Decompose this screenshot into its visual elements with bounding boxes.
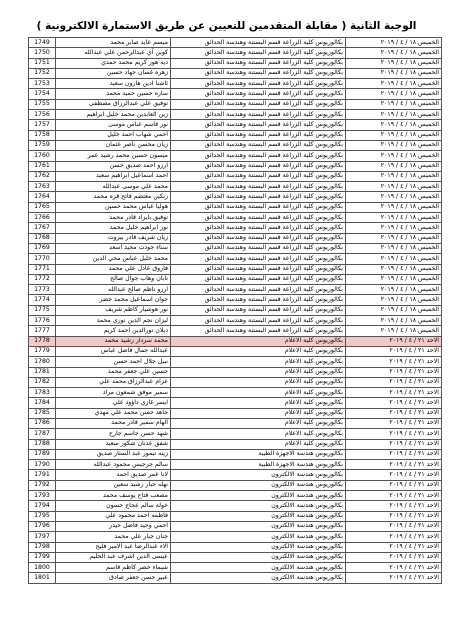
- table-row: [29, 552, 442, 562]
- candidate-name: عزام عبدالرزاق محمد علي: [56, 377, 171, 387]
- specialization: بكالوريوس كلية الزراعة قسم البستنة وهندسة الحدائق: [171, 274, 346, 284]
- table-row: [29, 99, 442, 109]
- table-row: [29, 449, 442, 459]
- table-row: [29, 398, 442, 408]
- row-number: 1800: [29, 563, 56, 573]
- specialization: بكالوريوس كلية الاعلام: [171, 429, 346, 439]
- row-number: 1789: [29, 449, 56, 459]
- interview-date: الخميس ١٨ / ٤ / ٢٠١٩: [346, 223, 442, 233]
- specialization: بكالوريوس كلية الزراعة قسم البستنة وهندسة الحدائق: [171, 89, 346, 99]
- table-row: [29, 305, 442, 315]
- row-number: 1778: [29, 336, 56, 346]
- row-number: 1795: [29, 511, 56, 521]
- candidate-name: زين العابدين محمد خليل ابراهيم: [56, 110, 171, 120]
- specialization: بكالوريوس كلية الزراعة قسم البستنة وهندسة الحدائق: [171, 192, 346, 202]
- specialization: بكالوريوس هندسة الاجهزة الطبية: [171, 449, 346, 459]
- table-row: [29, 243, 442, 253]
- specialization: بكالوريوس كلية الزراعة قسم البستنة وهندسة الحدائق: [171, 58, 346, 68]
- specialization: بكالوريوس كلية الزراعة قسم البستنة وهندسة الحدائق: [171, 295, 346, 305]
- specialization: بكالوريوس كلية الاعلام: [171, 357, 346, 367]
- specialization: بكالوريوس كلية الزراعة قسم البستنة وهندسة الحدائق: [171, 213, 346, 223]
- interview-date: الاحد ٢١ / ٤ / ٢٠١٩: [346, 418, 442, 428]
- interview-date: الخميس ١٨ / ٤ / ٢٠١٩: [346, 48, 442, 58]
- specialization: بكالوريوس كلية الزراعة قسم البستنة وهندسة الحدائق: [171, 243, 346, 253]
- interview-date: الخميس ١٨ / ٤ / ٢٠١٩: [346, 110, 442, 120]
- candidate-name: زينه تيمور عبد الستار صديق: [56, 449, 171, 459]
- interview-date: الاحد ٢١ / ٤ / ٢٠١٩: [346, 511, 442, 521]
- specialization: بكالوريوس كلية الزراعة قسم البستنة وهندسة الحدائق: [171, 171, 346, 181]
- interview-date: الخميس ١٨ / ٤ / ٢٠١٩: [346, 151, 442, 161]
- table-row: [29, 563, 442, 573]
- table-row: [29, 151, 442, 161]
- interview-date: الخميس ١٨ / ٤ / ٢٠١٩: [346, 213, 442, 223]
- row-number: 1751: [29, 58, 56, 68]
- specialization: بكالوريوس كلية الزراعة قسم البستنة وهندسة الحدائق: [171, 254, 346, 264]
- row-number: 1749: [29, 38, 56, 48]
- row-number: 1762: [29, 171, 56, 181]
- table-row: [29, 521, 442, 531]
- interview-date: الاحد ٢١ / ٤ / ٢٠١٩: [346, 357, 442, 367]
- table-row: [29, 254, 442, 264]
- interview-date: الاحد ٢١ / ٤ / ٢٠١٩: [346, 480, 442, 490]
- table-row: [29, 233, 442, 243]
- candidate-name: الاء عبدالرضا عبد الامير فليح: [56, 542, 171, 552]
- row-number: 1773: [29, 285, 56, 295]
- table-row: [29, 48, 442, 58]
- interview-date: الخميس ١٨ / ٤ / ٢٠١٩: [346, 305, 442, 315]
- table-row: [29, 171, 442, 181]
- candidate-name: محمد خليل عباس محي الدين: [56, 254, 171, 264]
- interview-date: الخميس ١٨ / ٤ / ٢٠١٩: [346, 182, 442, 192]
- interview-date: الاحد ٢١ / ٤ / ٢٠١٩: [346, 542, 442, 552]
- interview-date: الخميس ١٨ / ٤ / ٢٠١٩: [346, 161, 442, 171]
- interview-date: الاحد ٢١ / ٤ / ٢٠١٩: [346, 398, 442, 408]
- specialization: بكالوريوس كلية الزراعة قسم البستنة وهندسة الحدائق: [171, 182, 346, 192]
- candidate-name: كوين آي عبدالرحمن علي عبدالله: [56, 48, 171, 58]
- candidate-name: ميسون حسين محمد رشيد عمر: [56, 151, 171, 161]
- specialization: بكالوريوس هندسة الالكترون: [171, 563, 346, 573]
- interview-date: الخميس ١٨ / ٤ / ٢٠١٩: [346, 58, 442, 68]
- candidate-name: سالم جرجيس محمود عبدالله: [56, 460, 171, 470]
- row-number: 1755: [29, 99, 56, 109]
- candidate-name: ايسر غازي داؤود علي: [56, 398, 171, 408]
- interview-date: الاحد ٢١ / ٤ / ٢٠١٩: [346, 521, 442, 531]
- specialization: بكالوريوس هندسة الالكترون: [171, 532, 346, 542]
- interview-date: الخميس ١٨ / ٤ / ٢٠١٩: [346, 285, 442, 295]
- specialization: بكالوريوس كلية الزراعة قسم البستنة وهندسة الحدائق: [171, 68, 346, 78]
- table-body: [29, 38, 442, 584]
- table-row: [29, 501, 442, 511]
- interview-date: الخميس ١٨ / ٤ / ٢٠١٩: [346, 243, 442, 253]
- specialization: بكالوريوس كلية الاعلام: [171, 408, 346, 418]
- candidate-name: ارزو احمد صديق حسن: [56, 161, 171, 171]
- interview-date: الخميس ١٨ / ٤ / ٢٠١٩: [346, 89, 442, 99]
- row-number: 1788: [29, 439, 56, 449]
- row-number: 1767: [29, 223, 56, 233]
- table-row: [29, 182, 442, 192]
- table-row: [29, 110, 442, 120]
- candidate-name: عبدالله جمال فاضل عباس: [56, 346, 171, 356]
- interview-date: الاحد ٢١ / ٤ / ٢٠١٩: [346, 532, 442, 542]
- table-row: [29, 192, 442, 202]
- row-number: 1765: [29, 202, 56, 212]
- specialization: بكالوريوس كلية الزراعة قسم البستنة وهندسة الحدائق: [171, 140, 346, 150]
- candidate-name: احمي شهاب احمد خليل: [56, 130, 171, 140]
- candidate-name: ديه هوز كريم محمد حمدي: [56, 58, 171, 68]
- interview-date: الاحد ٢١ / ٤ / ٢٠١٩: [346, 501, 442, 511]
- table-row: [29, 316, 442, 326]
- row-number: 1775: [29, 305, 56, 315]
- specialization: بكالوريوس كلية الاعلام: [171, 388, 346, 398]
- table-row: [29, 542, 442, 552]
- interview-date: الاحد ٢١ / ٤ / ٢٠١٩: [346, 563, 442, 573]
- row-number: 1785: [29, 408, 56, 418]
- table-row: [29, 346, 442, 356]
- interview-date: الخميس ١٨ / ٤ / ٢٠١٩: [346, 38, 442, 48]
- specialization: بكالوريوس كلية الزراعة قسم البستنة وهندسة الحدائق: [171, 130, 346, 140]
- table-row: [29, 295, 442, 305]
- row-number: 1792: [29, 480, 56, 490]
- candidate-name: زهره غسان جهاد حسين: [56, 68, 171, 78]
- page-title: الوجبة الثانية ( مقابلة المتقدمين للتعيين عن طريق الاستمارة الالكترونية ): [36, 20, 417, 32]
- candidate-name: شفق عدنان شكور سعيد: [56, 439, 171, 449]
- interview-date: الاحد ٢١ / ٤ / ٢٠١٩: [346, 346, 442, 356]
- candidate-name: محمد سردار رشيد محمد: [56, 336, 171, 346]
- interview-date: الخميس ١٨ / ٤ / ٢٠١٩: [346, 192, 442, 202]
- table-row: [29, 336, 442, 346]
- candidate-name: شهد حسن جاسم جارح: [56, 429, 171, 439]
- interview-date: الخميس ١٨ / ٤ / ٢٠١٩: [346, 99, 442, 109]
- specialization: بكالوريوس كلية الاعلام: [171, 398, 346, 408]
- row-number: 1797: [29, 532, 56, 542]
- table-row: [29, 130, 442, 140]
- candidate-name: جاهد حسن محمد علي مهدي: [56, 408, 171, 418]
- interview-date: الاحد ٢١ / ٤ / ٢٠١٩: [346, 408, 442, 418]
- candidate-name: زيان محسن ناصر عثمان: [56, 140, 171, 150]
- row-number: 1760: [29, 151, 56, 161]
- interview-date: الخميس ١٨ / ٤ / ٢٠١٩: [346, 233, 442, 243]
- interview-date: الخميس ١٨ / ٤ / ٢٠١٩: [346, 120, 442, 130]
- table-row: [29, 202, 442, 212]
- specialization: بكالوريوس كلية الزراعة قسم البستنة وهندسة الحدائق: [171, 326, 346, 336]
- candidate-name: احمد اسماعيل ابراهيم سعيد: [56, 171, 171, 181]
- interview-date: الاحد ٢١ / ٤ / ٢٠١٩: [346, 460, 442, 470]
- specialization: بكالوريوس كلية الزراعة قسم البستنة وهندسة الحدائق: [171, 316, 346, 326]
- row-number: 1786: [29, 418, 56, 428]
- candidate-name: نهله جبار رشيد سعين: [56, 480, 171, 490]
- row-number: 1791: [29, 470, 56, 480]
- table-row: [29, 58, 442, 68]
- specialization: بكالوريوس كلية الزراعة قسم البستنة وهندسة الحدائق: [171, 285, 346, 295]
- table-row: [29, 274, 442, 284]
- row-number: 1774: [29, 295, 56, 305]
- row-number: 1781: [29, 367, 56, 377]
- candidate-name: لانا عمر صديق احمد: [56, 470, 171, 480]
- specialization: بكالوريوس كلية الزراعة قسم البستنة وهندسة الحدائق: [171, 99, 346, 109]
- candidate-name: حسين علي جعفر محمد: [56, 367, 171, 377]
- table-row: [29, 68, 442, 78]
- specialization: بكالوريوس كلية الزراعة قسم البستنة وهندسة الحدائق: [171, 120, 346, 130]
- specialization: بكالوريوس هندسة الالكترون: [171, 491, 346, 501]
- table-row: [29, 161, 442, 171]
- interview-date: الاحد ٢١ / ٤ / ٢٠١٩: [346, 470, 442, 480]
- interview-date: الخميس ١٨ / ٤ / ٢٠١٩: [346, 202, 442, 212]
- specialization: بكالوريوس كلية الزراعة قسم البستنة وهندسة الحدائق: [171, 233, 346, 243]
- row-number: 1763: [29, 182, 56, 192]
- interview-date: الخميس ١٨ / ٤ / ٢٠١٩: [346, 171, 442, 181]
- interview-date: الخميس ١٨ / ٤ / ٢٠١٩: [346, 79, 442, 89]
- table-row: [29, 511, 442, 521]
- row-number: 1780: [29, 357, 56, 367]
- specialization: بكالوريوس كلية الزراعة قسم البستنة وهندسة الحدائق: [171, 38, 346, 48]
- row-number: 1801: [29, 573, 56, 583]
- candidate-name: ارزو ناظم صالح عبدالله: [56, 285, 171, 295]
- interview-date: الخميس ١٨ / ٤ / ٢٠١٩: [346, 68, 442, 78]
- table-row: [29, 480, 442, 490]
- table-row: [29, 377, 442, 387]
- interview-date: الخميس ١٨ / ٤ / ٢٠١٩: [346, 274, 442, 284]
- row-number: 1768: [29, 233, 56, 243]
- specialization: بكالوريوس كلية الزراعة قسم البستنة وهندسة الحدائق: [171, 151, 346, 161]
- row-number: 1753: [29, 79, 56, 89]
- row-number: 1766: [29, 213, 56, 223]
- specialization: بكالوريوس كلية الاعلام: [171, 418, 346, 428]
- specialization: بكالوريوس كلية الزراعة قسم البستنة وهندسة الحدائق: [171, 79, 346, 89]
- interview-date: الخميس ١٨ / ٤ / ٢٠١٩: [346, 130, 442, 140]
- interview-date: الاحد ٢١ / ٤ / ٢٠١٩: [346, 429, 442, 439]
- row-number: 1758: [29, 130, 56, 140]
- specialization: بكالوريوس هندسة الالكترون: [171, 501, 346, 511]
- table-row: [29, 357, 442, 367]
- candidate-name: جنان جبار علي محمد: [56, 532, 171, 542]
- specialization: بكالوريوس هندسة الالكترون: [171, 470, 346, 480]
- table-row: [29, 140, 442, 150]
- specialization: بكالوريوس كلية الاعلام: [171, 439, 346, 449]
- row-number: 1752: [29, 68, 56, 78]
- candidate-name: تابان وهاب جوال صالح: [56, 274, 171, 284]
- candidate-name: ميسم عايد صابر محمد: [56, 38, 171, 48]
- interview-date: الخميس ١٨ / ٤ / ٢٠١٩: [346, 254, 442, 264]
- specialization: بكالوريوس هندسة الالكترون: [171, 552, 346, 562]
- interview-date: الخميس ١٨ / ٤ / ٢٠١٩: [346, 140, 442, 150]
- row-number: 1771: [29, 264, 56, 274]
- specialization: بكالوريوس كلية الزراعة قسم البستنة وهندسة الحدائق: [171, 110, 346, 120]
- interview-date: الاحد ٢١ / ٤ / ٢٠١٩: [346, 367, 442, 377]
- table-row: [29, 285, 442, 295]
- candidate-name: نور ابراهيم خليل محمد: [56, 223, 171, 233]
- candidate-name: توفيق بايزاد قادر محمد: [56, 213, 171, 223]
- row-number: 1761: [29, 161, 56, 171]
- candidate-name: زيان شريف قادر بيروت: [56, 233, 171, 243]
- specialization: بكالوريوس هندسة الالكترون: [171, 542, 346, 552]
- candidate-name: نور قاسم عباس موسى: [56, 120, 171, 130]
- table-row: [29, 408, 442, 418]
- candidate-name: احمي وحيد فاضل حيدر: [56, 521, 171, 531]
- interview-date: الاحد ٢١ / ٤ / ٢٠١٩: [346, 439, 442, 449]
- candidates-table: [28, 37, 442, 584]
- interview-date: الخميس ١٨ / ٤ / ٢٠١٩: [346, 316, 442, 326]
- row-number: 1750: [29, 48, 56, 58]
- specialization: بكالوريوس كلية الاعلام: [171, 367, 346, 377]
- candidate-name: شيماء خضر كاظم قاسم: [56, 563, 171, 573]
- row-number: 1772: [29, 274, 56, 284]
- table-row: [29, 460, 442, 470]
- row-number: 1793: [29, 491, 56, 501]
- candidate-name: فاروق عادل علي محمد: [56, 264, 171, 274]
- row-number: 1782: [29, 377, 56, 387]
- row-number: 1787: [29, 429, 56, 439]
- candidate-name: نبيل جلال احمد حسن: [56, 357, 171, 367]
- candidate-name: عيسى الدين اشرف عبد الحليم: [56, 552, 171, 562]
- specialization: بكالوريوس كلية الاعلام: [171, 346, 346, 356]
- candidate-name: ديلان نورالدين احمد كريم: [56, 326, 171, 336]
- table-row: [29, 264, 442, 274]
- specialization: بكالوريوس كلية الزراعة قسم البستنة وهندسة الحدائق: [171, 305, 346, 315]
- row-number: 1756: [29, 110, 56, 120]
- specialization: بكالوريوس هندسة الالكترون: [171, 521, 346, 531]
- specialization: بكالوريوس كلية الاعلام: [171, 336, 346, 346]
- row-number: 1769: [29, 243, 56, 253]
- table-row: [29, 388, 442, 398]
- interview-date: الخميس ١٨ / ٤ / ٢٠١٩: [346, 264, 442, 274]
- table-row: [29, 429, 442, 439]
- table-row: [29, 89, 442, 99]
- row-number: 1757: [29, 120, 56, 130]
- candidate-name: ئاشنا ادين هارون سعيد: [56, 79, 171, 89]
- candidate-name: هوليا عباس محمد حسين: [56, 202, 171, 212]
- specialization: بكالوريوس كلية الزراعة قسم البستنة وهندسة الحدائق: [171, 48, 346, 58]
- table-row: [29, 491, 442, 501]
- table-row: [29, 439, 442, 449]
- candidate-name: نور هوشيار كاظم شريف: [56, 305, 171, 315]
- table-row: [29, 326, 442, 336]
- candidate-name: توفيق علي عبدالرزاق مصطفى: [56, 99, 171, 109]
- row-number: 1770: [29, 254, 56, 264]
- candidate-name: مصعب فتاح يوسف محمد: [56, 491, 171, 501]
- table-row: [29, 573, 442, 583]
- candidate-name: محمد علي موسى عبدالله: [56, 182, 171, 192]
- specialization: بكالوريوس هندسة الاجهزة الطبية: [171, 460, 346, 470]
- row-number: 1799: [29, 552, 56, 562]
- row-number: 1754: [29, 89, 56, 99]
- row-number: 1794: [29, 501, 56, 511]
- candidate-name: ساره حسين حميد محمد: [56, 89, 171, 99]
- specialization: بكالوريوس هندسة الالكترون: [171, 511, 346, 521]
- row-number: 1764: [29, 192, 56, 202]
- row-number: 1759: [29, 140, 56, 150]
- candidate-name: جوان اسماعيل محمد خضر: [56, 295, 171, 305]
- candidate-name: خولة سالم عجاج حسون: [56, 501, 171, 511]
- specialization: بكالوريوس كلية الزراعة قسم البستنة وهندسة الحدائق: [171, 161, 346, 171]
- candidate-name: ليزان نجم الدين نوري محمد: [56, 316, 171, 326]
- table-row: [29, 418, 442, 428]
- candidate-name: الهام سمير قادر محمد: [56, 418, 171, 428]
- table-row: [29, 213, 442, 223]
- interview-date: الخميس ١٨ / ٤ / ٢٠١٩: [346, 295, 442, 305]
- interview-date: الاحد ٢١ / ٤ / ٢٠١٩: [346, 573, 442, 583]
- specialization: بكالوريوس هندسة الالكترون: [171, 573, 346, 583]
- interview-date: الخميس ١٨ / ٤ / ٢٠١٩: [346, 326, 442, 336]
- row-number: 1777: [29, 326, 56, 336]
- specialization: بكالوريوس كلية الزراعة قسم البستنة وهندسة الحدائق: [171, 202, 346, 212]
- table-row: [29, 470, 442, 480]
- table-row: [29, 367, 442, 377]
- row-number: 1783: [29, 388, 56, 398]
- row-number: 1790: [29, 460, 56, 470]
- table-row: [29, 120, 442, 130]
- row-number: 1784: [29, 398, 56, 408]
- interview-date: الاحد ٢١ / ٤ / ٢٠١٩: [346, 388, 442, 398]
- specialization: بكالوريوس كلية الاعلام: [171, 377, 346, 387]
- table-row: [29, 38, 442, 48]
- table-row: [29, 532, 442, 542]
- interview-date: الاحد ٢١ / ٤ / ٢٠١٩: [346, 449, 442, 459]
- interview-date: الاحد ٢١ / ٤ / ٢٠١٩: [346, 377, 442, 387]
- specialization: بكالوريوس هندسة الالكترون: [171, 480, 346, 490]
- row-number: 1776: [29, 316, 56, 326]
- candidate-name: عبير حسن جعفر صادق: [56, 573, 171, 583]
- specialization: بكالوريوس كلية الزراعة قسم البستنة وهندسة الحدائق: [171, 264, 346, 274]
- row-number: 1796: [29, 521, 56, 531]
- row-number: 1779: [29, 346, 56, 356]
- candidate-name: زنكين معتصم فاتح قره محمد: [56, 192, 171, 202]
- candidate-name: سناء جودت مجيد أسعد: [56, 243, 171, 253]
- candidate-name: فاطمه احمد محمود علي: [56, 511, 171, 521]
- interview-date: الاحد ٢١ / ٤ / ٢٠١٩: [346, 491, 442, 501]
- candidate-name: سمير موفق شمعون مراد: [56, 388, 171, 398]
- row-number: 1798: [29, 542, 56, 552]
- interview-date: الاحد ٢١ / ٤ / ٢٠١٩: [346, 552, 442, 562]
- interview-date: الاحد ٢١ / ٤ / ٢٠١٩: [346, 336, 442, 346]
- table-row: [29, 223, 442, 233]
- specialization: بكالوريوس كلية الزراعة قسم البستنة وهندسة الحدائق: [171, 223, 346, 233]
- table-row: [29, 79, 442, 89]
